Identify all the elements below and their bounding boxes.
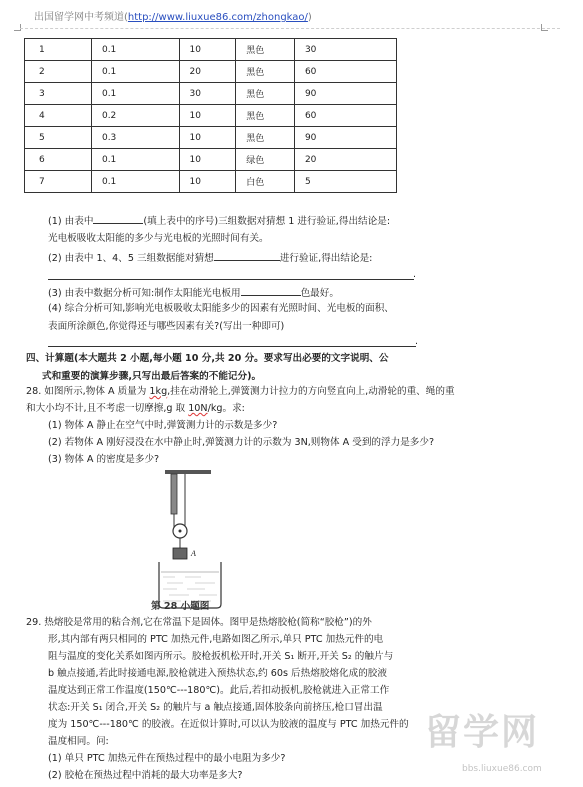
pulley-axle	[179, 530, 182, 533]
q29-line4: b 触点接通,若此时接通电源,胶枪就进入预热状态,约 60s 后热熔胶熔化成的胶液	[48, 668, 387, 679]
table-row	[25, 83, 397, 105]
table-cell: 10	[179, 39, 236, 61]
q2-end-period: .	[413, 269, 417, 280]
table-cell: 1	[25, 39, 92, 61]
q28-sub3: (3) 物体 A 的密度是多少?	[48, 454, 160, 465]
table-cell: 0.1	[91, 149, 179, 171]
q28-line1	[26, 385, 455, 399]
table-cell: 0.1	[91, 39, 179, 61]
table-cell: 30	[179, 83, 236, 105]
q28-sub1: (1) 物体 A 静止在空气中时,弹簧测力计的示数是多少?	[48, 420, 278, 431]
table-cell: 0.1	[91, 171, 179, 193]
header-divider	[20, 28, 560, 29]
q2-text-b: 进行验证,得出结论是:	[279, 253, 373, 264]
q2-conclusion-blank[interactable]	[48, 279, 414, 280]
q29-sub1: (1) 单只 PTC 加热元件在预热过程中的最小电阻为多少?	[48, 753, 286, 764]
table-cell: 10	[179, 105, 236, 127]
table-cell: 10	[179, 149, 236, 171]
table-row	[25, 39, 397, 61]
table-cell: 2	[25, 61, 92, 83]
header-url-link[interactable]: http://www.liuxue86.com/zhongkao/	[127, 12, 308, 23]
q28-mass-value: 1kg	[149, 386, 168, 397]
q29-sub2: (2) 胶枪在预热过程中消耗的最大功率是多大?	[48, 770, 243, 781]
q28-text-d: /kg。求:	[207, 403, 245, 414]
q1-answer-blank[interactable]	[93, 213, 143, 224]
paren-close: )	[307, 12, 312, 23]
table-cell: 60	[294, 105, 396, 127]
pulley-beaker-figure	[155, 468, 225, 613]
section4-line2: 式和重要的演算步骤,只写出最后答案的不能记分)。	[42, 371, 262, 382]
table-cell: 白色	[236, 171, 295, 193]
q28-g-value: 10N	[188, 403, 208, 414]
q3-text-b: 色最好。	[300, 288, 339, 299]
table-cell: 绿色	[236, 149, 295, 171]
q1-text-b: (填上表中的序号)三组数据对猜想 1 进行验证,得出结论是:	[143, 216, 391, 227]
figure-caption: 第 28 小题图	[151, 601, 210, 612]
table-cell: 黑色	[236, 83, 295, 105]
q28-text-a: 28. 如图所示,物体 A 质量为	[26, 386, 150, 397]
q2-hypothesis-blank[interactable]	[214, 250, 280, 261]
table-cell: 4	[25, 105, 92, 127]
table-cell: 6	[25, 149, 92, 171]
table-row	[25, 149, 397, 171]
q4-end-period: .	[415, 336, 419, 347]
table-cell: 10	[179, 171, 236, 193]
table-cell: 20	[179, 61, 236, 83]
paren-open: (	[124, 12, 128, 23]
q28-sub2: (2) 若物体 A 刚好浸没在水中静止时,弹簧测力计的示数为 3N,则物体 A 受到的浮力是多少?	[48, 437, 435, 448]
watermark-url: bbs.liuxue86.com	[462, 764, 542, 774]
table-cell: 90	[294, 83, 396, 105]
q1-line2: 光电板吸收太阳能的多少与光电板的光照时间有关。	[48, 233, 269, 244]
q28-text-b: ,挂在动滑轮上,弹簧测力计拉力的方向竖直向上,动滑轮的重、绳的重	[167, 386, 455, 397]
table-row	[25, 171, 397, 193]
object-a	[173, 548, 187, 559]
q3-line	[48, 285, 339, 301]
q29-line3: 阻与温度的变化关系如图丙所示。胶枪扳机松开时,开关 S₁ 断开,开关 S₂ 的触片与	[48, 651, 394, 662]
q4-answer-blank[interactable]	[48, 346, 416, 347]
table-cell: 5	[294, 171, 396, 193]
table-cell: 90	[294, 127, 396, 149]
section4-line1: 四、计算题(本大题共 2 小题,每小题 10 分,共 20 分。要求写出必要的文字说明、公	[26, 353, 389, 364]
table-cell: 60	[294, 61, 396, 83]
q29-line8: 温度相同。问:	[48, 736, 109, 747]
table-cell: 黑色	[236, 39, 295, 61]
table-cell: 黑色	[236, 61, 295, 83]
table-row	[25, 61, 397, 83]
object-a-label: A	[191, 549, 196, 558]
page-header	[34, 8, 312, 23]
experiment-data-table	[24, 38, 397, 193]
table-row	[25, 127, 397, 149]
q29-line7: 度为 150℃---180℃ 的胶液。在近似计算时,可以认为胶液的温度与 PTC 加热元件的	[48, 719, 409, 730]
q2-line1	[48, 250, 372, 266]
q29-line5: 温度达到正常工作温度(150℃---180℃)。此后,若扣动扳机,胶枪就进入正常工作	[48, 685, 390, 696]
spring-scale	[171, 474, 177, 514]
table-row	[25, 105, 397, 127]
q28-line2	[26, 402, 245, 416]
q29-line6: 状态:开关 S₁ 闭合,开关 S₂ 的触片与 a 触点接通,固体胶条向前挤压,枪口冒出温	[48, 702, 383, 713]
table-cell: 0.3	[91, 127, 179, 149]
table-cell: 30	[294, 39, 396, 61]
q3-color-blank[interactable]	[241, 285, 301, 296]
table-cell: 黑色	[236, 105, 295, 127]
table-cell: 7	[25, 171, 92, 193]
table-cell: 5	[25, 127, 92, 149]
q28-text-c: 和大小均不计,且不考虑一切摩擦,g 取	[26, 403, 189, 414]
q1-text-a: (1) 由表中	[48, 216, 94, 227]
table-cell: 10	[179, 127, 236, 149]
table-cell: 20	[294, 149, 396, 171]
table-cell: 0.2	[91, 105, 179, 127]
table-cell: 黑色	[236, 127, 295, 149]
water	[161, 572, 219, 601]
table-cell: 0.1	[91, 61, 179, 83]
q3-text-a: (3) 由表中数据分析可知:制作太阳能光电板用	[48, 288, 241, 299]
q29-line1: 29. 热熔胶是常用的粘合剂,它在常温下是固体。图甲是热熔胶枪(简称“胶枪”)的外	[26, 617, 372, 628]
site-name: 出国留学网中考频道	[34, 12, 124, 23]
q2-text-a: (2) 由表中 1、4、5 三组数据能对猜想	[48, 253, 214, 264]
q4-line2: 表面所涂颜色,你觉得还与哪些因素有关?(写出一种即可)	[48, 321, 285, 332]
q1-line1	[48, 213, 390, 229]
ceiling-bar	[165, 470, 211, 474]
q4-line1: (4) 综合分析可知,影响光电板吸收太阳能多少的因素有光照时间、光电板的面积、	[48, 303, 394, 314]
table-cell: 3	[25, 83, 92, 105]
watermark-logo-text: 留学网	[425, 712, 540, 753]
q29-line2: 形,其内部有两只相同的 PTC 加热元件,电路如图乙所示,单只 PTC 加热元件的电	[48, 634, 384, 645]
table-cell: 0.1	[91, 83, 179, 105]
